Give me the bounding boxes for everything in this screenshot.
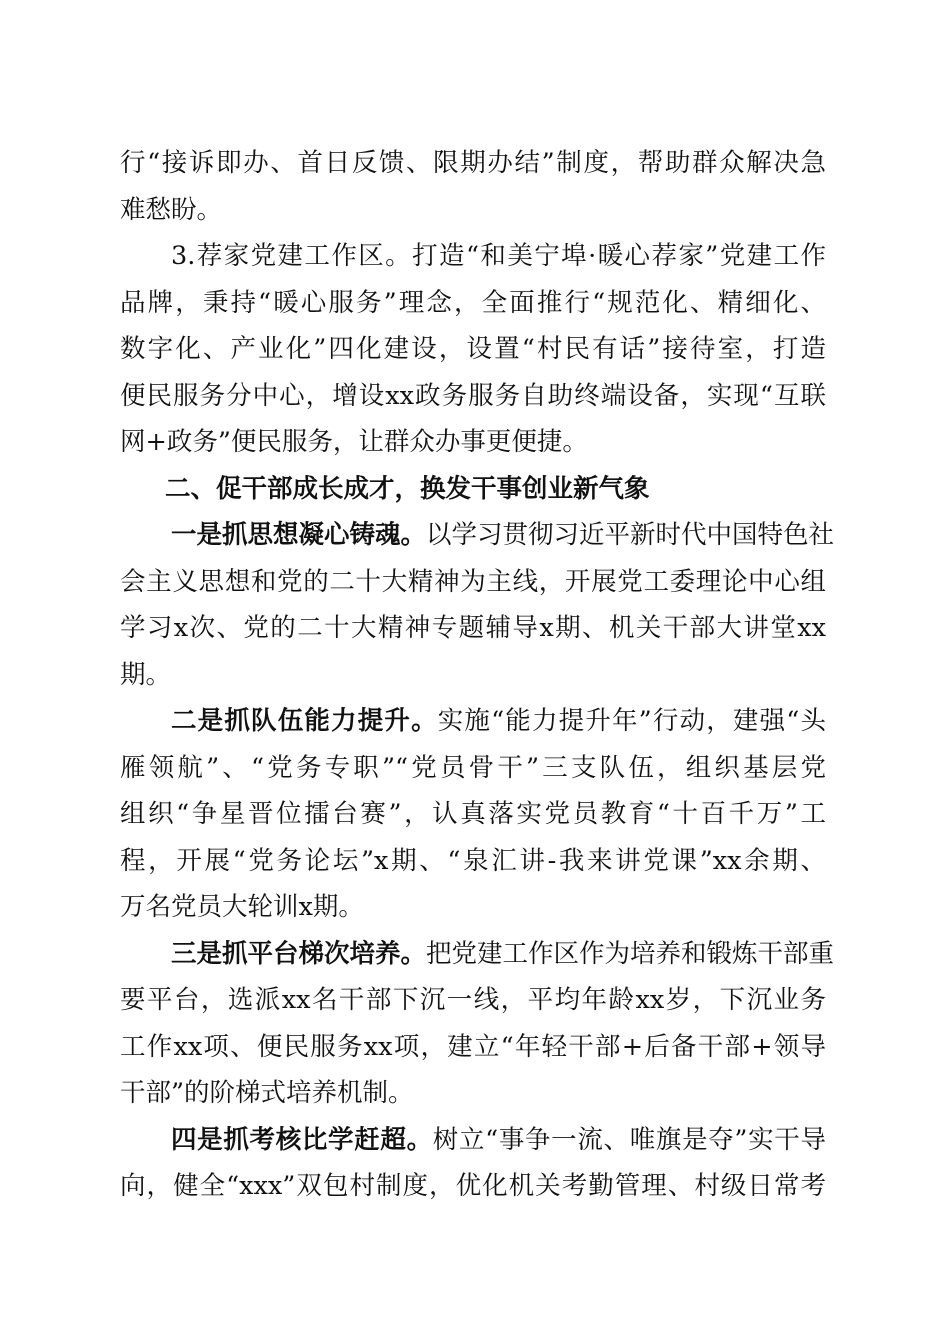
paragraph-lead: 一是抓思想凝心铸魂。 bbox=[171, 520, 427, 550]
body-line: 数字化、产业化”四化建设，设置“村民有话”接待室，打造 bbox=[120, 334, 826, 364]
paragraph-first-line bbox=[120, 1117, 826, 1164]
paragraph-text: 把党建工作区作为培养和锻炼干部重 bbox=[426, 938, 835, 969]
body-line: 会主义思想和党的二十大精神为主线，开展党工委理论中心组 bbox=[120, 566, 826, 597]
body-line: 程，开展“党务论坛”x期、“泉汇讲-我来讲党课”xx余期、 bbox=[120, 845, 826, 876]
body-line: 学习x次、党的二十大精神专题辅导x期、机关干部大讲堂xx bbox=[120, 613, 826, 643]
paragraph-text: 树立“事争一流、唯旗是夺”实干导 bbox=[432, 1124, 826, 1155]
body-line: 组织“争星晋位擂台赛”，认真落实党员教育“十百千万”工 bbox=[120, 799, 826, 829]
body-line: 要平台，选派xx名干部下沉一线，平均年龄xx岁，下沉业务 bbox=[120, 985, 826, 1015]
document-body bbox=[120, 140, 835, 1210]
body-line: 行“接诉即办、首日反馈、限期办结”制度，帮助群众解决急 bbox=[120, 148, 826, 178]
paragraph-first-line bbox=[120, 931, 835, 978]
body-line: 向，健全“xxx”双包村制度，优化机关考勤管理、村级日常考 bbox=[120, 1171, 826, 1201]
paragraph-lead: 二是抓队伍能力提升。 bbox=[171, 706, 438, 736]
paragraph-lead: 四是抓考核比学赶超。 bbox=[171, 1124, 433, 1155]
paragraph-text: 实施“能力提升年”行动，建强“头 bbox=[437, 706, 826, 736]
body-line: 干部”的阶梯式培养机制。 bbox=[120, 1078, 414, 1108]
body-line: 期。 bbox=[120, 659, 172, 690]
paragraph-lead: 三是抓平台梯次培养。 bbox=[171, 938, 427, 969]
body-line: 网+政务”便民服务，让群众办事更便捷。 bbox=[120, 427, 588, 457]
body-line: 便民服务分中心，增设xx政务服务自助终端设备，实现“互联 bbox=[120, 380, 826, 411]
body-line: 万名党员大轮训x期。 bbox=[120, 892, 364, 922]
body-line: 难愁盼。 bbox=[120, 194, 223, 225]
paragraph-text: 以学习贯彻习近平新时代中国特色社 bbox=[426, 520, 835, 550]
body-line: 品牌，秉持“暖心服务”理念，全面推行“规范化、精细化、 bbox=[120, 287, 826, 318]
body-line: 工作xx项、便民服务xx项，建立“年轻干部+后备干部+领导 bbox=[120, 1031, 826, 1062]
section-3-title-line: 3.荐家党建工作区。打造“和美宁埠·暖心荐家”党建工作 bbox=[171, 241, 826, 271]
body-line: 雁领航”、“党务专职”“党员骨干”三支队伍，组织基层党 bbox=[120, 752, 826, 783]
paragraph-first-line bbox=[120, 512, 835, 559]
paragraph-first-line bbox=[120, 698, 826, 745]
section-heading: 二、促干部成长成才，换发干事创业新气象 bbox=[165, 473, 650, 504]
